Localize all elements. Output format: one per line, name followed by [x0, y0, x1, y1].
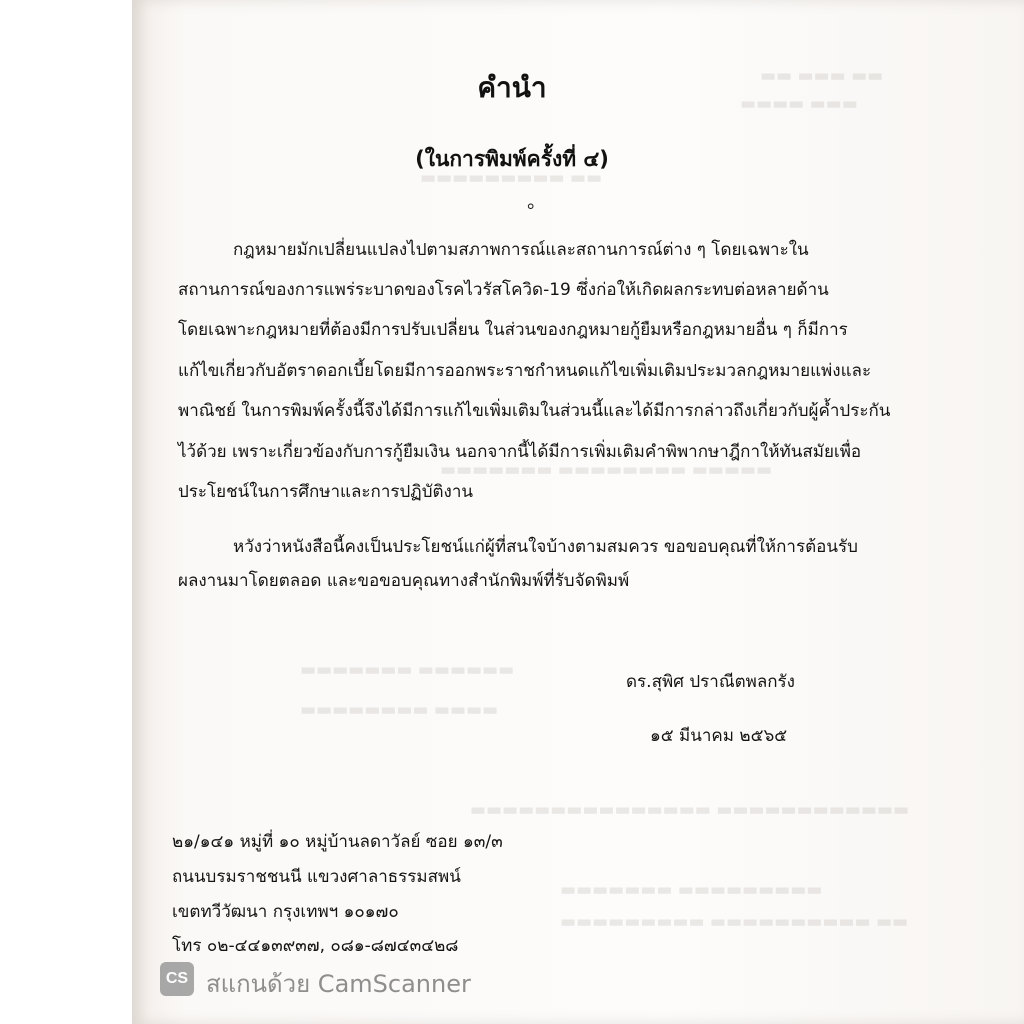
bleed-through-text: ▬▬▬▬▬▬▬▬▬▬▬▬ ▬▬▬▬▬▬▬▬▬▬▬▬▬▬▬: [470, 800, 910, 820]
bleed-through-text: ▬▬▬▬▬ ▬▬▬▬▬▬▬▬ ▬▬▬▬▬▬▬: [440, 460, 773, 480]
camscanner-logo-icon: CS: [160, 962, 194, 996]
paragraph-line: สถานการณ์ของการแพร่ระบาดของโรคไวรัสโควิด-19 ซึ่งก่อให้เกิดผลกระทบต่อหลายด้าน: [178, 280, 829, 300]
page-title: คำนำ: [477, 71, 547, 104]
preface-date: ๑๕ มีนาคม ๒๕๖๕: [650, 726, 788, 746]
paragraph-line: พาณิชย์ ในการพิมพ์ครั้งนี้จึงได้มีการแก้ไขเพิ่มเติมในส่วนนี้และได้มีการกล่าวถึงเกี่ยวกับผู้ค้ำประกัน: [178, 401, 891, 421]
address-line: เขตทวีวัฒนา กรุงเทพฯ ๑๐๑๗๐: [172, 902, 399, 922]
author-signature: ดร.สุพิศ ปราณีตพลกรัง: [626, 672, 795, 692]
paragraph-line: กฎหมายมักเปลี่ยนแปลงไปตามสภาพการณ์และสถานการณ์ต่าง ๆ โดยเฉพาะใน: [233, 240, 809, 260]
paragraph-line: โดยเฉพาะกฎหมายที่ต้องมีการปรับเปลี่ยน ในส่วนของกฎหมายกู้ยืมหรือกฎหมายอื่น ๆ ก็มีการ: [178, 320, 848, 340]
bleed-through-text: ▬▬▬ ▬▬▬▬: [740, 94, 858, 114]
bleed-through-text: ▬▬▬▬ ▬▬▬▬▬▬▬▬: [300, 700, 499, 720]
paragraph-line: ไว้ด้วย เพราะเกี่ยวข้องกับการกู้ยืมเงิน นอกจากนี้ได้มีการเพิ่มเติมคำพิพากษาฎีกาให้ทันสมัยเพื่อ: [178, 442, 862, 462]
bleed-through-text: ▬▬ ▬▬▬▬▬▬▬▬▬: [420, 168, 603, 188]
address-line: ถนนบรมราชชนนี แขวงศาลาธรรมสพน์: [172, 867, 461, 887]
paragraph-line: ประโยชน์ในการศึกษาและการปฏิบัติงาน: [178, 482, 474, 502]
camscanner-watermark: สแกนด้วย CamScanner: [206, 970, 471, 998]
paragraph-line: ผลงานมาโดยตลอด และขอขอบคุณทางสำนักพิมพ์ที่รับจัดพิมพ์: [178, 571, 630, 591]
address-line: ๒๑/๑๔๑ หมู่ที่ ๑๐ หมู่บ้านลดาวัลย์ ซอย ๑๓/๓: [172, 832, 503, 852]
bleed-through-text: ▬▬▬▬▬▬ ▬▬▬▬▬▬▬: [300, 660, 515, 680]
address-line: โทร ๐๒-๔๔๑๓๙๓๗, ๐๘๑-๘๗๔๓๔๒๘: [172, 936, 459, 956]
bleed-through-text: ▬▬ ▬▬▬ ▬▬: [760, 66, 884, 86]
paragraph-line: แก้ไขเกี่ยวกับอัตราดอกเบี้ยโดยมีการออกพระราชกำหนดแก้ไขเพิ่มเติมประมวลกฎหมายแพ่งและ: [178, 361, 872, 381]
paragraph-line: หวังว่าหนังสือนี้คงเป็นประโยชน์แก่ผู้ที่สนใจบ้างตามสมควร ขอขอบคุณที่ให้การต้อนรับ: [233, 537, 858, 557]
bleed-through-text: ▬▬▬▬▬▬▬▬▬ ▬▬▬▬▬▬▬: [560, 880, 823, 900]
edition-subtitle: (ในการพิมพ์ครั้งที่ ๔): [415, 147, 609, 171]
ornament-mark: ๐: [527, 198, 535, 212]
bleed-through-text: ▬▬ ▬▬▬▬▬▬▬▬▬▬ ▬▬▬▬▬▬▬▬▬: [560, 912, 909, 932]
